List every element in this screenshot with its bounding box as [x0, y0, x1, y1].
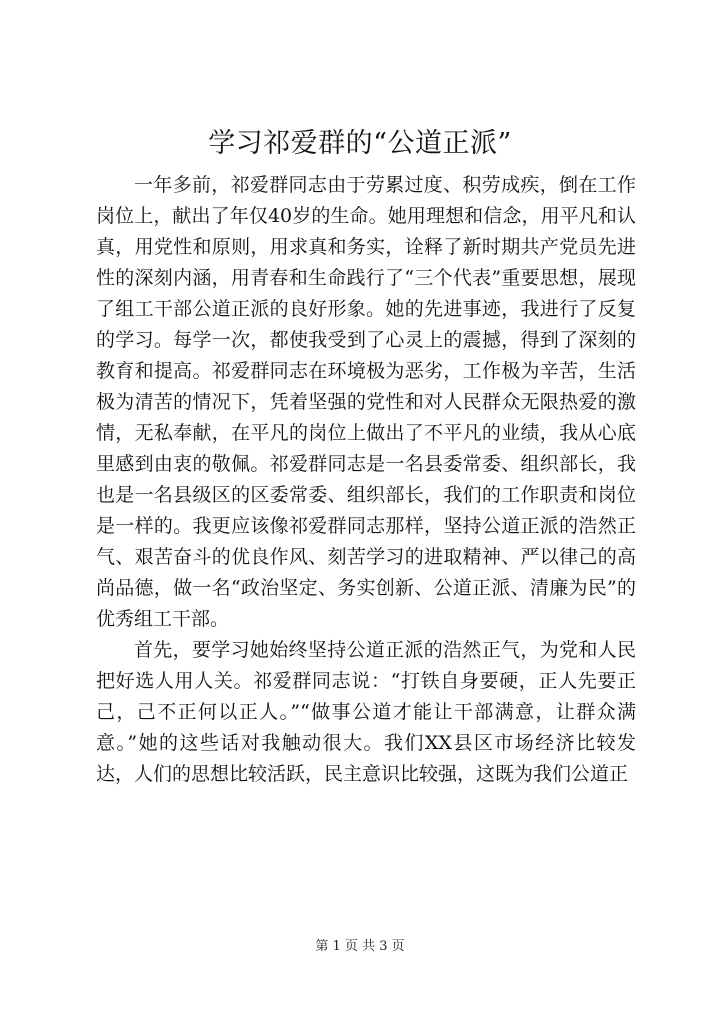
- document-body: [96, 170, 636, 790]
- paragraph-2: 首先，要学习她始终坚持公道正派的浩然正气，为党和人民把好选人用人关。祁爱群同志说：“打铁自身要硬，正人先要正己，己不正何以正人。”“做事公道才能让干部满意，让群众满意。”她的这些话对我触动很大。我们XX县区市场经济比较发达，人们的思想比较活跃，民主意识比较强，这既为我们公道正: [96, 639, 636, 785]
- paragraph-1: 一年多前，祁爱群同志由于劳累过度、积劳成疾，倒在工作岗位上，献出了年仅40岁的生命。她用理想和信念，用平凡和认真，用党性和原则，用求真和务实，诠释了新时期共产党员先进性的深刻内涵，用青春和生命践行了“三个代表”重要思想，展现了组工干部公道正派的良好形象。她的先进事迹，我进行了反复的学习。每学一次，都使我受到了心灵上的震撼，得到了深刻的教育和提高。祁爱群同志在环境极为恶劣，工作极为辛苦，生活极为清苦的情况下，凭着坚强的党性和对人民群众无限热爱的激情，无私奉献，在平凡的岗位上做出了不平凡的业绩，我从心底里感到由衷的敬佩。祁爱群同志是一名县委常委、组织部长，我也是一名县级区的区委常委、组织部长，我们的工作职责和岗位是一样的。我更应该像祁爱群同志那样，坚持公道正派的浩然正气、艰苦奋斗的优良作风、刻苦学习的进取精神、严以律己的高尚品德，做一名“政治坚定、务实创新、公道正派、清廉为民”的优秀组工干部。: [96, 174, 636, 630]
- document-title: 学习祁爱群的“公道正派”: [208, 128, 512, 159]
- page-number-footer: 第 1 页 共 3 页: [315, 939, 405, 954]
